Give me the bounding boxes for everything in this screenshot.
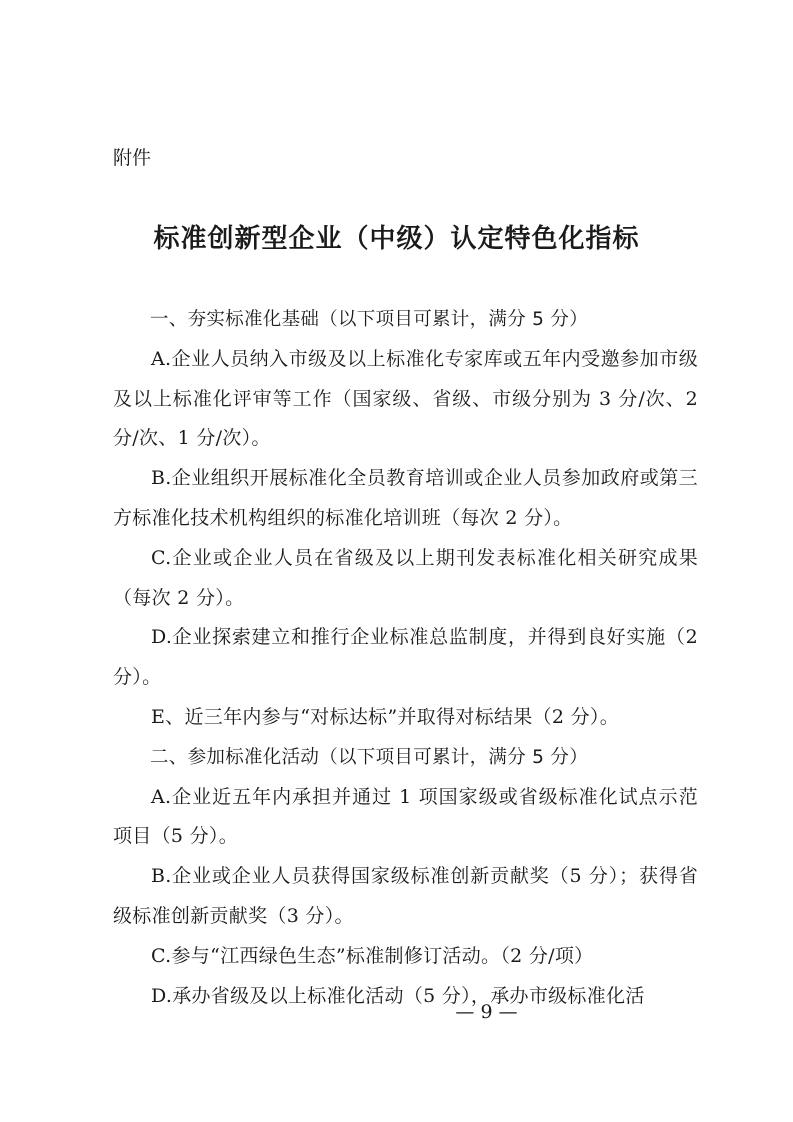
- document-title: 标准创新型企业（中级）认定特色化指标: [153, 224, 640, 254]
- document-body: [113, 300, 698, 1016]
- section-heading: 一、夯实标准化基础（以下项目可累计，满分 5 分）: [150, 309, 589, 330]
- section-item: C.参与“江西绿色生态”标准制修订活动。（2 分/项）: [151, 944, 594, 967]
- section-item: D.企业探索建立和推行企业标准总监制度，并得到良好实施（2 分）。: [113, 626, 698, 689]
- section-item: E、近三年内参与“对标达标”并取得对标结果（2 分）。: [151, 705, 620, 728]
- attachment-label: 附件: [113, 147, 152, 169]
- section-heading: 二、参加标准化活动（以下项目可累计，满分 5 分）: [150, 746, 589, 768]
- page-number: — 9 —: [455, 1001, 518, 1023]
- section-item: B.企业组织开展标准化全员教育培训或企业人员参加政府或第三方标准化技术机构组织的标准化培训班（每次 2 分）。: [113, 467, 698, 529]
- section-item: B.企业或企业人员获得国家级标准创新贡献奖（5 分）；获得省级标准创新贡献奖（3 分）。: [113, 865, 698, 927]
- section-item: D.承办省级及以上标准化活动（5 分），承办市级标准化活: [151, 984, 645, 1007]
- section-item: A.企业近五年内承担并通过 1 项国家级或省级标准化试点示范项目（5 分）。: [113, 785, 698, 848]
- section-item: C.企业或企业人员在省级及以上期刊发表标准化相关研究成果（每次 2 分）。: [113, 546, 698, 609]
- section-item: A.企业人员纳入市级及以上标准化专家库或五年内受邀参加市级及以上标准化评审等工作（国家级、省级、市级分别为 3 分/次、2 分/次、1 分/次）。: [113, 347, 698, 450]
